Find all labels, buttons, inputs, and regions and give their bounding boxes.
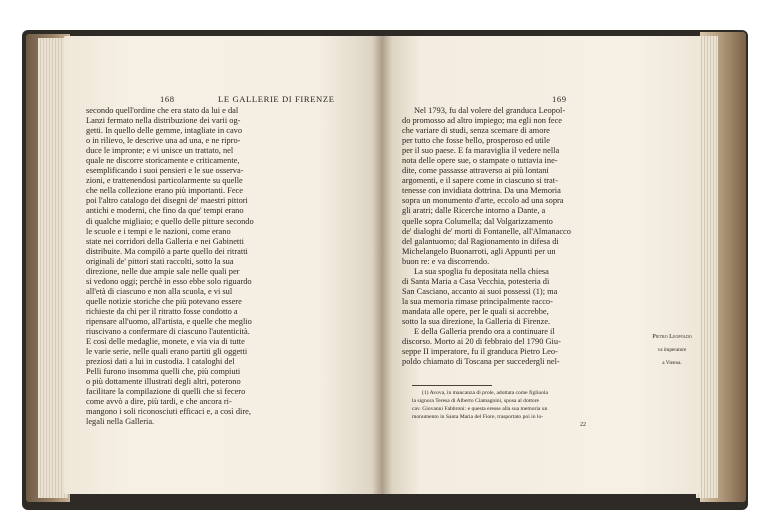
right-text-line: tenesse con invidiata dottrina. Da una Memoria: [402, 186, 561, 196]
footnote-line: la signora Teresa di Alberto Ciamagnini, sposa al dottore: [412, 398, 540, 405]
left-text-line: zioni, e trattenendosi particolarmente su quelle: [86, 176, 243, 186]
right-text-line: mandata alle opere, per le quali si accrebbe,: [402, 306, 549, 316]
right-text-line: E della Galleria prendo ora a continuare il: [414, 327, 555, 337]
right-text-line: quelle sopra Columella; dal Volgarizzamento: [402, 216, 553, 226]
left-text-line: le scuole e i tempi e le nazioni, come erano: [86, 226, 231, 236]
right-text-line: dite, come passasse attraverso ai più lontani: [402, 166, 549, 176]
right-text-line: discorso. Morto ai 20 di febbraio del 1790 Giu-: [402, 337, 561, 347]
left-text-line: si vedono oggi; perchè in esso ebbe solo riguardo: [86, 276, 252, 286]
right-text-line: di Santa Maria a Casa Vecchia, potesteria di: [402, 276, 550, 286]
right-page-body: [402, 106, 640, 367]
right-text-line: sotto la sua direzione, la Galleria di Firenze.: [402, 316, 551, 326]
right-text-line: seppe II imperatore, fu il granduca Pietro Leo-: [402, 347, 558, 357]
left-text-line: E così delle medaglie, monete, e via via di tutte: [86, 337, 245, 347]
right-text-line: che variare di studi, senza scemare di amore: [402, 126, 550, 136]
right-text-line: del galantuomo; dal Ragionamento in difesa di: [402, 236, 559, 246]
left-text-line: distribuite. Ma compilò a parte quello dei ritratti: [86, 246, 248, 256]
left-text-line: Pelli furono insomma quelli che, più compiuti: [86, 367, 241, 377]
left-text-line: o in rilievo, le descrive una ad una, e ne ripro-: [86, 136, 241, 146]
footnote-line: monumento in Santa Maria del Fiore, trasportato poi in lo-: [412, 414, 544, 421]
right-text-line: do promosso ad altro impiego; ma egli non fece: [402, 116, 563, 126]
left-text-line: duce le impronte; e vi unisce un trattato, nel: [86, 146, 234, 156]
left-text-line: facilitare la compilazione di quelli che si fecero: [86, 387, 246, 397]
left-page: [64, 36, 382, 494]
left-text-line: quelle notizie storiche che più potevano essere: [86, 296, 242, 306]
left-text-line: esemplificando i suoi pensieri e le sue osserva-: [86, 166, 244, 176]
footnote-rule: [412, 385, 492, 386]
left-text-line: all'età di ciascuno e non alla scuola, e vi sul: [86, 286, 233, 296]
left-text-line: mangono i soli riconosciuti efficaci e, a così dire,: [86, 407, 251, 417]
left-text-line: di qualche migliaio; e quello delle pitture secondo: [86, 216, 254, 226]
margin-note: [647, 328, 697, 373]
right-text-line: Michelangelo Buonarroti, agli Appunti per un: [402, 246, 556, 256]
left-text-line: le varie serie, nelle quali erano partiti gli oggetti: [86, 347, 248, 357]
left-text-line: che nella collezione erano più importanti. Fece: [86, 186, 243, 196]
left-text-line: originali de' pittori stati raccolti, sotto la sua: [86, 256, 234, 266]
margin-note-line-1: va imperatore: [657, 347, 687, 354]
right-text-line: poldo chiamato di Toscana per succedergli nel-: [402, 357, 560, 367]
right-page: [382, 36, 700, 494]
left-text-line: ripensare all'uomo, all'artista, e quelle che meglio: [86, 316, 252, 326]
left-text-line: poi l'altro catalogo dei disegni de' maestri pittori: [86, 196, 248, 206]
left-text-line: antichi e moderni, che fino da que' tempi erano: [86, 206, 244, 216]
left-text-line: richieste da chi per il ritratto fosse condotto a: [86, 306, 238, 316]
margin-note-title: Pietro Leopoldo: [652, 333, 692, 341]
right-text-line: gli aratri; dalle Ricerche intorno a Dante, a: [402, 206, 546, 216]
footnote-line: (1) Avova, in mancanza di prole, adottata come figliuola: [422, 390, 549, 396]
left-running-title: LE GALLERIE DI FIRENZE: [218, 94, 335, 104]
left-page-number: 168: [160, 94, 175, 104]
left-text-line: secondo quell'ordine che era stato da lui e dal: [86, 106, 239, 115]
right-text-line: buon re: e va discorrendo.: [402, 256, 490, 266]
right-text-line: San Casciano, accanto ai suoi possessi (1); ma: [402, 286, 558, 296]
left-text-line: o più dottamente illustrati degli altri, poterono: [86, 377, 241, 387]
right-text-line: la sua memoria rimase principalmente racco-: [402, 296, 553, 306]
left-text-line: direzione, nelle due ampie sale nelle quali per: [86, 266, 240, 276]
left-text-line: state nei corridori della Galleria e nei Gabinetti: [86, 236, 244, 246]
footnote-line: cav. Giovanni Fabbroni: e questa eresse alla sua memoria un: [412, 406, 548, 413]
left-page-body: [86, 106, 366, 428]
book-gutter: [372, 36, 392, 494]
left-text-line: Lanzi fermato nella distribuzione dei varii og-: [86, 116, 241, 126]
margin-note-line-2: a Vienna.: [662, 360, 682, 367]
left-text-line: legali nella Galleria.: [86, 417, 155, 427]
footnote: [412, 389, 646, 421]
right-text-line: per il suo paese. E fa maraviglia il vedere nella: [402, 146, 560, 156]
left-text-line: come avvò a dire, più tardi, e che ancora ri-: [86, 397, 232, 407]
signature-mark: 22: [580, 422, 586, 428]
right-text-line: de' dialoghi de' morti di Fontanelle, all'Almanacco: [402, 226, 571, 236]
right-text-line: per tutto che fosse bello, prosperoso ed utile: [402, 136, 550, 146]
left-text-line: getti. In quello delle gemme, intagliate in cavo: [86, 126, 243, 136]
right-text-line: argomenti, e il sapere come in ciascuno si trat-: [402, 176, 558, 186]
right-page-number: 169: [552, 94, 567, 104]
left-text-line: quale ne discorre storicamente e criticamente,: [86, 156, 240, 166]
right-text-line: sopra un monumento d'arte, eccolo ad una sopra: [402, 196, 564, 206]
right-text-line: La sua spoglia fu depositata nella chiesa: [414, 266, 549, 276]
left-text-line: preziosi dati a lui in custodia. I cataloghi del: [86, 357, 235, 367]
right-text-line: nota delle opere sue, o stampate o tuttavia ine-: [402, 156, 558, 166]
right-text-line: Nel 1793, fu dal volere del granduca Leopol-: [414, 106, 566, 115]
left-text-line: riuscivano a confermare di ciascuno l'autenticità.: [86, 327, 250, 337]
